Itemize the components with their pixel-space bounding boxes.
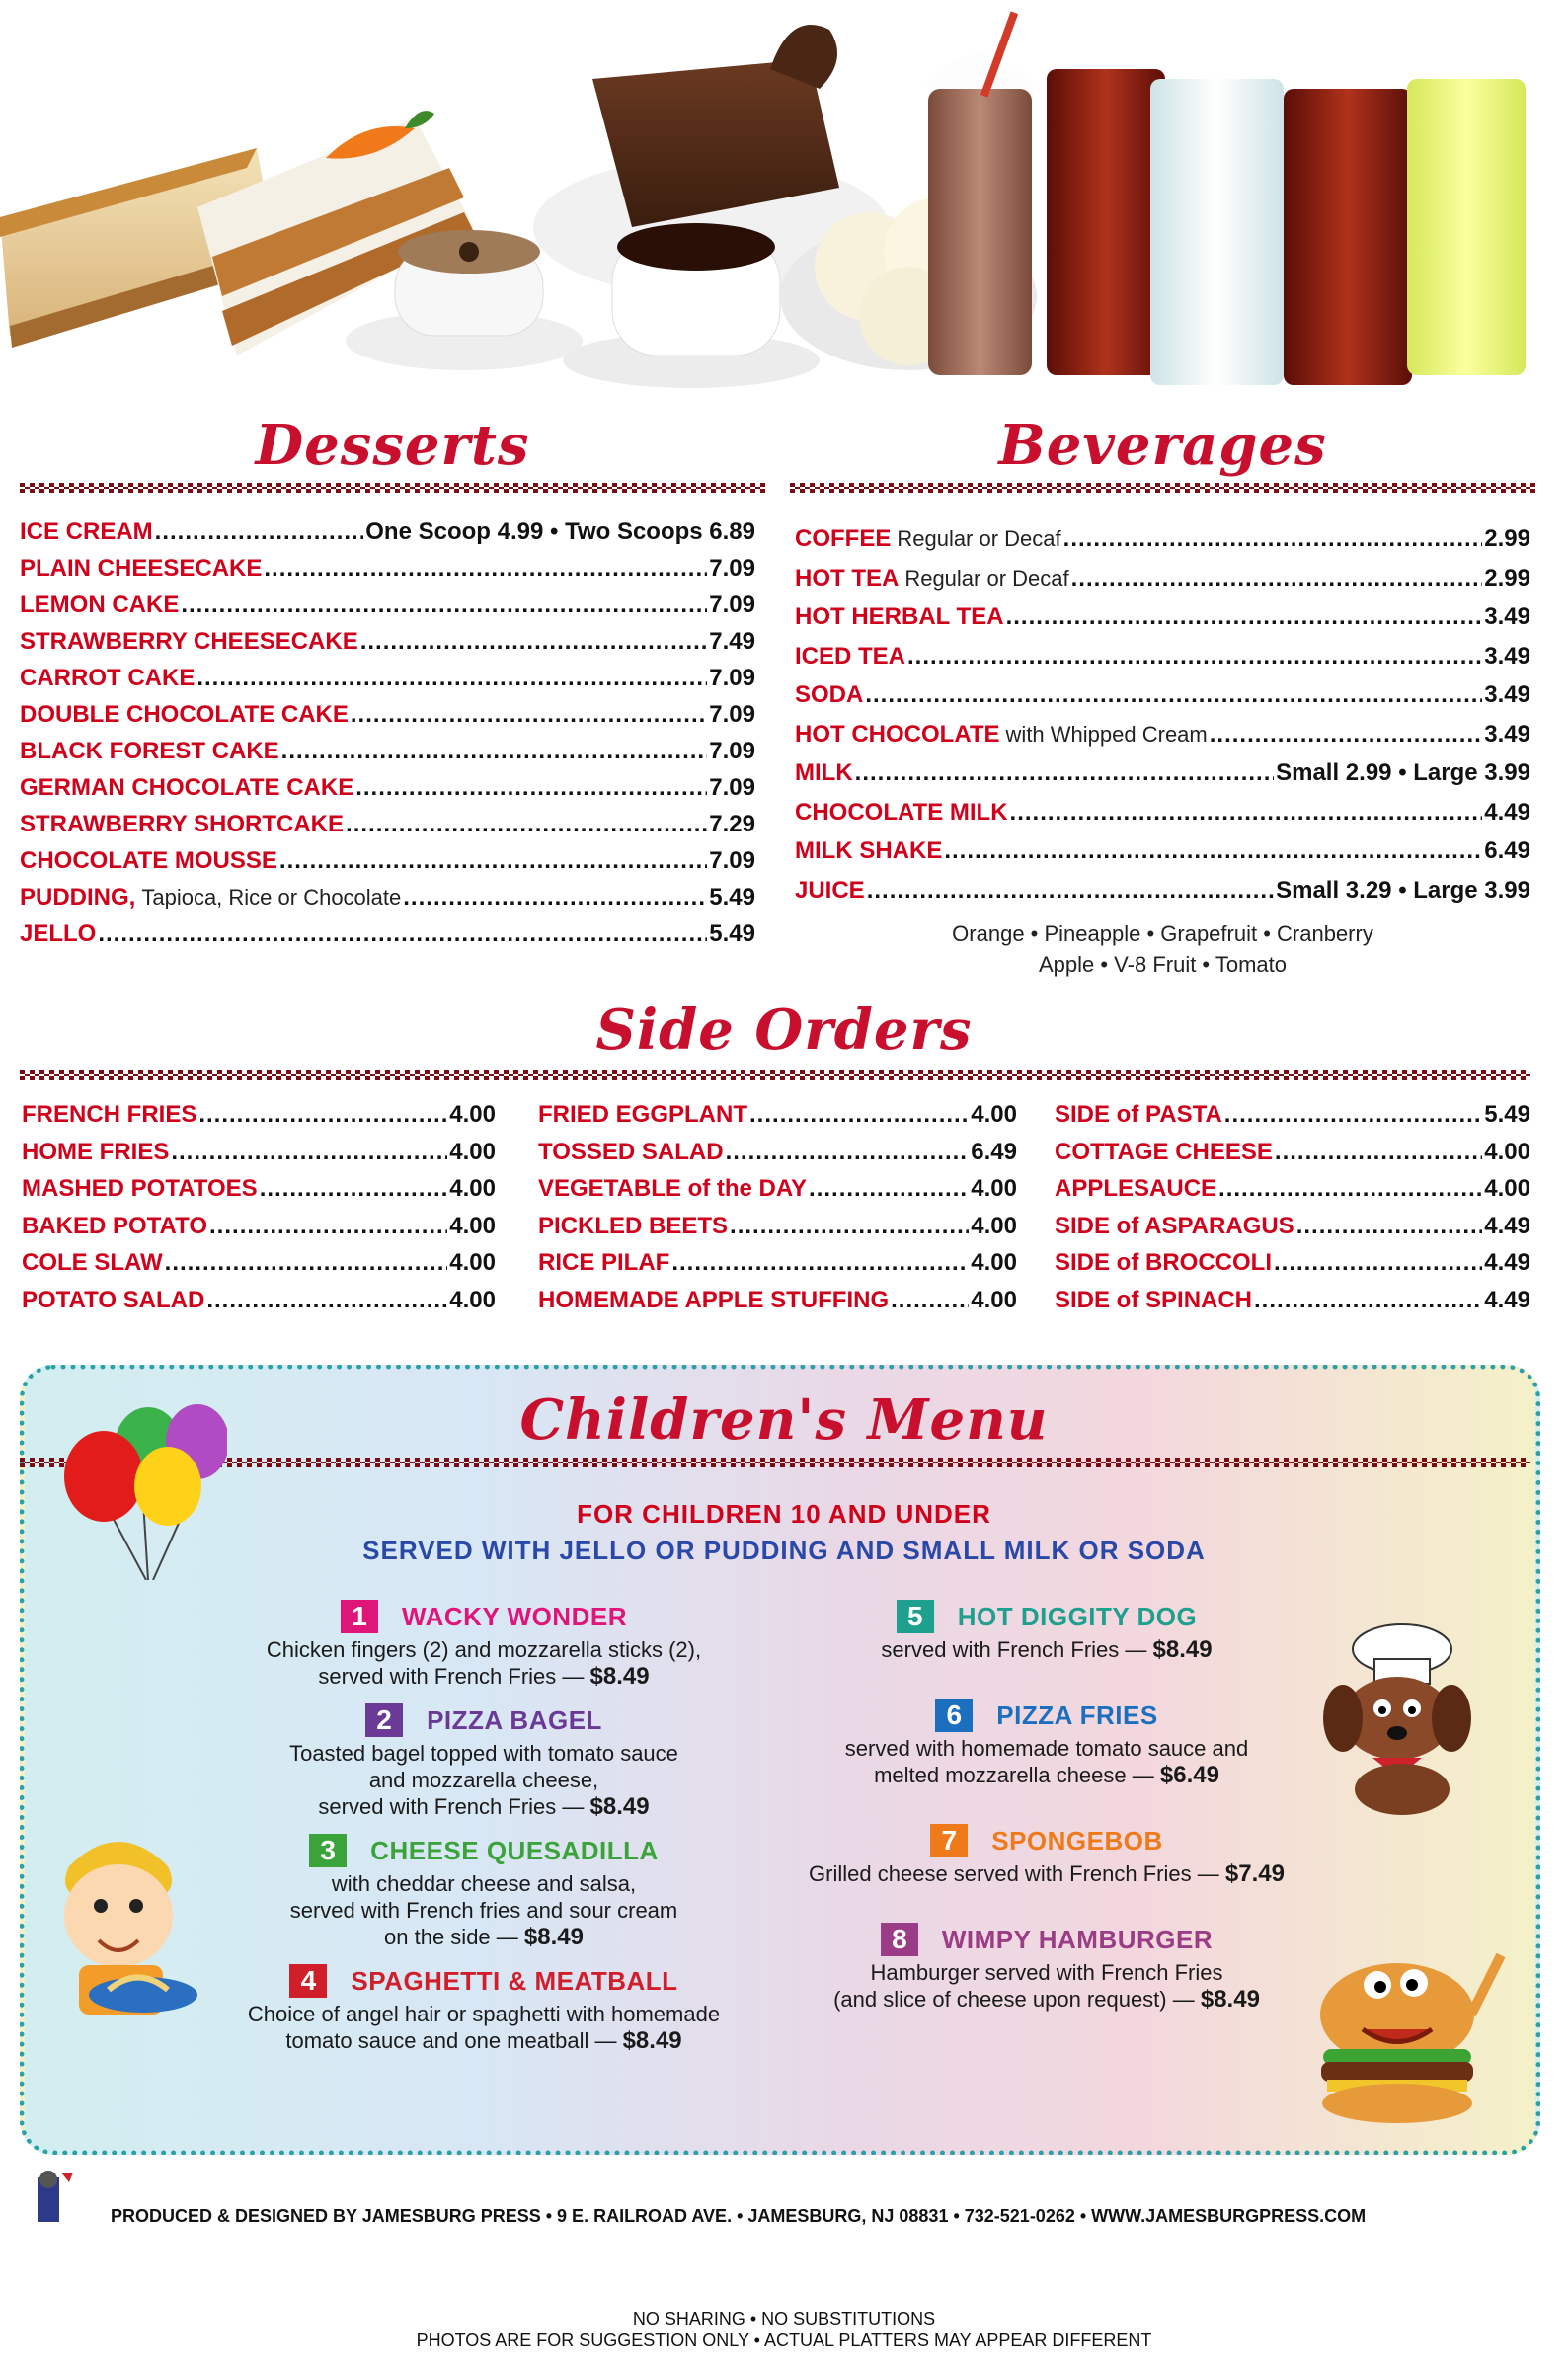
dot-leader xyxy=(1010,793,1483,832)
item-name: HOMEMADE APPLE STUFFING xyxy=(538,1286,890,1313)
item-price: $8.49 xyxy=(589,1793,650,1820)
menu-row xyxy=(538,1096,1017,1134)
item-name: BLACK FOREST CAKE xyxy=(20,738,279,764)
chef-dog-illustration xyxy=(1313,1620,1501,1817)
dot-leader xyxy=(198,1096,447,1134)
menu-row xyxy=(795,519,1530,559)
item-price: Small 2.99 • Large 3.99 xyxy=(1276,759,1530,786)
item-price: 4.00 xyxy=(449,1101,496,1128)
item-price: 4.00 xyxy=(449,1175,496,1202)
item-price: 5.49 xyxy=(709,884,755,910)
item-name: FRIED EGGPLANT xyxy=(538,1101,748,1128)
desserts-divider xyxy=(20,483,765,493)
menu-row xyxy=(1055,1208,1530,1245)
sides-column-1 xyxy=(22,1096,496,1318)
item-description-line: served with French fries and sour cream xyxy=(289,1898,678,1923)
beverages-title: Beverages xyxy=(998,413,1327,478)
item-description-line: and mozzarella cheese, xyxy=(368,1768,599,1792)
item-title: SPAGHETTI & MEATBALL xyxy=(351,1965,678,1996)
item-name: RICE PILAF xyxy=(538,1249,670,1276)
item-price: 4.00 xyxy=(971,1212,1017,1239)
dessert-beverage-photo-strip xyxy=(0,0,1568,395)
menu-row xyxy=(20,587,755,623)
dot-leader xyxy=(867,871,1274,910)
dot-leader xyxy=(1210,715,1483,754)
menu-row xyxy=(795,793,1530,832)
dot-leader xyxy=(855,753,1274,793)
item-name: CHOCOLATE MILK xyxy=(795,798,1008,826)
item-name: COLE SLAW xyxy=(22,1249,163,1276)
kids-menu-item xyxy=(168,1600,800,1690)
menu-row xyxy=(538,1134,1017,1171)
item-price: 2.99 xyxy=(1484,564,1530,592)
item-price: $6.49 xyxy=(1159,1762,1219,1788)
item-name: PICKLED BEETS xyxy=(538,1212,729,1239)
menu-row xyxy=(20,915,755,952)
item-price: $8.49 xyxy=(1152,1636,1213,1663)
dot-leader xyxy=(944,831,1482,871)
menu-row xyxy=(795,753,1530,793)
item-name: ICE CREAM xyxy=(20,518,153,545)
item-name: CARROT CAKE xyxy=(20,665,196,691)
footer-credit: PRODUCED & DESIGNED BY JAMESBURG PRESS • 9 E. RAILROAD AVE. • JAMESBURG, NJ 08831 • 732-521-0262 • WWW.JAMESBURGPRESS.COM xyxy=(111,2206,1367,2226)
item-description-line: Choice of angel hair or spaghetti with homemade xyxy=(247,2002,721,2026)
dot-leader xyxy=(809,1170,969,1208)
kids-menu-item xyxy=(168,1834,800,1950)
item-price: 4.00 xyxy=(449,1286,496,1313)
item-name: COTTAGE CHEESE xyxy=(1055,1138,1273,1165)
item-name: HOT CHOCOLATE xyxy=(795,720,1000,748)
kids-item-header xyxy=(168,1600,800,1633)
item-description-line: with cheddar cheese and salsa, xyxy=(331,1871,637,1896)
item-price: 7.09 xyxy=(709,738,755,764)
kids-menu-item xyxy=(168,1703,800,1820)
item-price: Small 3.29 • Large 3.99 xyxy=(1276,876,1530,904)
item-note: Regular or Decaf xyxy=(904,565,1069,591)
item-price: 3.49 xyxy=(1484,642,1530,670)
sides-column-3 xyxy=(1055,1096,1530,1318)
item-name: LEMON CAKE xyxy=(20,592,180,618)
menu-row xyxy=(22,1244,496,1282)
dot-leader xyxy=(726,1134,970,1171)
item-note: Regular or Decaf xyxy=(897,526,1061,551)
menu-row xyxy=(795,559,1530,598)
item-title: SPONGEBOB xyxy=(991,1825,1163,1856)
item-name: SODA xyxy=(795,681,864,708)
item-number-badge: 8 xyxy=(881,1923,918,1956)
item-price: 2.99 xyxy=(1484,525,1530,552)
item-name: POTATO SALAD xyxy=(22,1286,205,1313)
item-name: COFFEE xyxy=(795,525,892,552)
item-name: PLAIN CHEESECAKE xyxy=(20,555,263,582)
kids-item-header xyxy=(750,1923,1343,1956)
item-price: 4.49 xyxy=(1484,798,1530,826)
menu-row xyxy=(20,806,755,842)
item-price: 4.00 xyxy=(1484,1138,1530,1165)
item-price: $8.49 xyxy=(1200,1986,1260,2013)
item-number-badge: 4 xyxy=(289,1964,327,1998)
dot-leader xyxy=(209,1208,447,1245)
item-description-line: on the side — $8.49 xyxy=(384,1924,584,1950)
item-price: $7.49 xyxy=(1224,1860,1285,1887)
item-name: MILK xyxy=(795,759,853,786)
item-price: 7.09 xyxy=(709,592,755,618)
footer-policy-note: NO SHARING • NO SUBSTITUTIONS xyxy=(632,2309,936,2329)
item-name: SIDE of PASTA xyxy=(1055,1101,1222,1128)
dot-leader xyxy=(1224,1096,1483,1134)
item-description-line: Grilled cheese served with French Fries — $7.49 xyxy=(809,1860,1285,1887)
item-description-line: served with French Fries — $8.49 xyxy=(318,1663,650,1690)
kids-item-header xyxy=(750,1600,1343,1633)
item-note: Tapioca, Rice or Chocolate xyxy=(141,885,402,909)
kids-item-header xyxy=(750,1698,1343,1732)
item-price: 4.00 xyxy=(1484,1175,1530,1202)
item-description-line: (and slice of cheese upon request) — $8.49 xyxy=(833,1986,1260,2013)
item-name: DOUBLE CHOCOLATE CAKE xyxy=(20,701,349,728)
item-name: STRAWBERRY CHEESECAKE xyxy=(20,628,358,655)
item-price: 4.00 xyxy=(971,1175,1017,1202)
item-title: PIZZA FRIES xyxy=(996,1699,1158,1730)
juice-options-line1: Orange • Pineapple • Grapefruit • Cranberry xyxy=(952,921,1373,946)
item-name: JELLO xyxy=(20,920,97,947)
item-title: CHEESE QUESADILLA xyxy=(370,1835,659,1865)
kids-age-note: FOR CHILDREN 10 AND UNDER xyxy=(577,1499,991,1529)
item-name: STRAWBERRY SHORTCAKE xyxy=(20,811,345,837)
item-price: 4.00 xyxy=(449,1138,496,1165)
item-price: 5.49 xyxy=(709,920,755,947)
item-price: $8.49 xyxy=(589,1663,650,1690)
kids-item-header xyxy=(168,1834,800,1867)
item-name: BAKED POTATO xyxy=(22,1212,208,1239)
item-price: 4.49 xyxy=(1484,1249,1530,1276)
item-name: MILK SHAKE xyxy=(795,837,943,864)
menu-row xyxy=(795,831,1530,871)
jamesburg-press-logo xyxy=(28,2168,77,2227)
dot-leader xyxy=(260,1170,448,1208)
menu-row xyxy=(22,1096,496,1134)
item-name: FRENCH FRIES xyxy=(22,1101,197,1128)
item-number-badge: 7 xyxy=(930,1824,968,1857)
beverages-list xyxy=(795,519,1530,909)
hamburger-character-illustration xyxy=(1303,1945,1511,2133)
item-price: 4.00 xyxy=(971,1249,1017,1276)
menu-row xyxy=(20,514,755,550)
dot-leader xyxy=(181,587,707,623)
item-price: 3.49 xyxy=(1484,603,1530,630)
menu-row xyxy=(20,623,755,660)
item-price: 7.49 xyxy=(709,628,755,655)
item-name: HOME FRIES xyxy=(22,1138,170,1165)
kids-menu-item xyxy=(168,1964,800,2054)
item-name: HOT HERBAL TEA xyxy=(795,603,1004,630)
dot-leader xyxy=(165,1244,448,1282)
item-title: HOT DIGGITY DOG xyxy=(957,1601,1198,1631)
kids-item-header xyxy=(750,1824,1343,1857)
kids-menu-item xyxy=(750,1698,1343,1788)
dot-leader xyxy=(1275,1134,1482,1171)
childrens-menu-divider xyxy=(20,1458,1530,1467)
kids-items-left xyxy=(168,1600,800,2068)
menu-row xyxy=(538,1282,1017,1319)
juice-options-line2: Apple • V-8 Fruit • Tomato xyxy=(1038,952,1287,977)
dot-leader xyxy=(98,915,707,952)
dot-leader xyxy=(1254,1282,1482,1319)
dot-leader xyxy=(1218,1170,1482,1208)
kids-item-header xyxy=(168,1964,800,1998)
item-price: 4.49 xyxy=(1484,1286,1530,1313)
item-name: SIDE of ASPARAGUS xyxy=(1055,1212,1294,1239)
dot-leader xyxy=(171,1134,447,1171)
dot-leader xyxy=(1063,519,1483,559)
item-number-badge: 3 xyxy=(309,1834,347,1867)
item-price: 4.00 xyxy=(449,1212,496,1239)
dot-leader xyxy=(891,1282,969,1319)
item-price: 6.49 xyxy=(1484,837,1530,864)
item-name: ICED TEA xyxy=(795,642,906,670)
menu-row xyxy=(795,675,1530,715)
item-price: 7.09 xyxy=(709,555,755,582)
menu-row xyxy=(20,660,755,696)
footer-photo-disclaimer: PHOTOS ARE FOR SUGGESTION ONLY • ACTUAL PLATTERS MAY APPEAR DIFFERENT xyxy=(416,2330,1152,2350)
kids-menu-item xyxy=(750,1923,1343,2013)
item-title: WIMPY HAMBURGER xyxy=(941,1924,1214,1954)
dot-leader xyxy=(155,514,364,550)
item-number-badge: 1 xyxy=(341,1600,378,1633)
dot-leader xyxy=(1071,559,1483,598)
item-note: with Whipped Cream xyxy=(1005,721,1208,747)
item-price: $8.49 xyxy=(622,2027,682,2054)
item-price: 7.09 xyxy=(709,665,755,691)
menu-row xyxy=(22,1134,496,1171)
item-price: 4.00 xyxy=(971,1286,1017,1313)
menu-row xyxy=(1055,1282,1530,1319)
sides-column-2 xyxy=(538,1096,1017,1318)
item-price: 4.49 xyxy=(1484,1212,1530,1239)
item-name: MASHED POTATOES xyxy=(22,1175,258,1202)
item-price: 3.49 xyxy=(1484,720,1530,748)
menu-row xyxy=(1055,1134,1530,1171)
kids-menu-item xyxy=(750,1600,1343,1663)
item-name: CHOCOLATE MOUSSE xyxy=(20,847,277,874)
item-price: 6.49 xyxy=(971,1138,1017,1165)
item-price: $8.49 xyxy=(523,1924,584,1950)
item-number-badge: 6 xyxy=(935,1698,973,1732)
item-name: JUICE xyxy=(795,876,865,904)
menu-row xyxy=(795,715,1530,754)
dot-leader xyxy=(206,1282,447,1319)
dot-leader xyxy=(355,769,707,806)
item-price: 4.00 xyxy=(971,1101,1017,1128)
menu-row xyxy=(1055,1244,1530,1282)
dot-leader xyxy=(279,842,707,879)
dot-leader xyxy=(281,733,708,769)
menu-row xyxy=(20,769,755,806)
menu-row xyxy=(22,1282,496,1319)
dot-leader xyxy=(1296,1208,1483,1245)
menu-row xyxy=(20,842,755,879)
item-name: GERMAN CHOCOLATE CAKE xyxy=(20,774,354,801)
menu-row xyxy=(22,1170,496,1208)
desserts-title: Desserts xyxy=(255,413,530,478)
item-description-line: tomato sauce and one meatball — $8.49 xyxy=(285,2027,682,2054)
item-description-line: melted mozzarella cheese — $6.49 xyxy=(874,1762,1219,1788)
item-title: PIZZA BAGEL xyxy=(427,1704,602,1735)
menu-row xyxy=(1055,1170,1530,1208)
item-name: PUDDING, xyxy=(20,884,136,910)
menu-row xyxy=(795,871,1530,910)
item-price: 7.09 xyxy=(709,847,755,874)
menu-row xyxy=(538,1208,1017,1245)
item-description-line: Hamburger served with French Fries xyxy=(870,1960,1223,1985)
dot-leader xyxy=(351,696,707,733)
beverages-divider xyxy=(790,483,1535,493)
menu-row xyxy=(538,1244,1017,1282)
dot-leader xyxy=(403,879,707,915)
kids-items-right xyxy=(750,1600,1343,2048)
item-price: 7.09 xyxy=(709,701,755,728)
item-name: SIDE of SPINACH xyxy=(1055,1286,1253,1313)
item-price: One Scoop 4.99 • Two Scoops 6.89 xyxy=(365,518,755,545)
item-price: 4.00 xyxy=(449,1249,496,1276)
item-description-line: Toasted bagel topped with tomato sauce xyxy=(289,1741,678,1766)
dot-leader xyxy=(907,637,1482,676)
side-orders-title: Side Orders xyxy=(595,997,973,1063)
dot-leader xyxy=(346,806,707,842)
dot-leader xyxy=(671,1244,969,1282)
item-price: 3.49 xyxy=(1484,681,1530,708)
menu-row xyxy=(20,550,755,587)
menu-row xyxy=(538,1170,1017,1208)
childrens-menu-title: Children's Menu xyxy=(519,1387,1049,1453)
dot-leader xyxy=(196,660,707,696)
dot-leader xyxy=(264,550,707,587)
item-price: 7.09 xyxy=(709,774,755,801)
side-orders-divider xyxy=(20,1070,1530,1080)
menu-row xyxy=(20,733,755,769)
dot-leader xyxy=(730,1208,969,1245)
item-name: TOSSED SALAD xyxy=(538,1138,724,1165)
dot-leader xyxy=(865,675,1482,715)
item-name: VEGETABLE of the DAY xyxy=(538,1175,808,1202)
menu-row xyxy=(20,879,755,915)
menu-row xyxy=(1055,1096,1530,1134)
item-description-line: served with French Fries — $8.49 xyxy=(881,1636,1213,1663)
item-name: HOT TEA xyxy=(795,564,900,592)
dot-leader xyxy=(749,1096,969,1134)
menu-row xyxy=(795,637,1530,676)
menu-row xyxy=(795,597,1530,637)
item-number-badge: 2 xyxy=(365,1703,403,1737)
dot-leader xyxy=(1006,597,1483,637)
kids-served-with-note: SERVED WITH JELLO OR PUDDING AND SMALL MILK OR SODA xyxy=(362,1536,1206,1565)
dot-leader xyxy=(360,623,708,660)
menu-row xyxy=(20,696,755,733)
menu-row xyxy=(22,1208,496,1245)
item-description-line: served with French Fries — $8.49 xyxy=(318,1793,650,1820)
item-name: APPLESAUCE xyxy=(1055,1175,1217,1202)
item-name: SIDE of BROCCOLI xyxy=(1055,1249,1272,1276)
kids-menu-item xyxy=(750,1824,1343,1887)
item-title: WACKY WONDER xyxy=(402,1601,627,1631)
boy-eating-spaghetti-illustration xyxy=(30,1827,207,2024)
kids-item-header xyxy=(168,1703,800,1737)
dot-leader xyxy=(1274,1244,1482,1282)
item-number-badge: 5 xyxy=(897,1600,934,1633)
item-price: 7.29 xyxy=(709,811,755,837)
desserts-list xyxy=(20,514,755,952)
item-description-line: Chicken fingers (2) and mozzarella sticks (2), xyxy=(266,1637,702,1662)
item-price: 5.49 xyxy=(1484,1101,1530,1128)
item-description-line: served with homemade tomato sauce and xyxy=(844,1736,1249,1761)
